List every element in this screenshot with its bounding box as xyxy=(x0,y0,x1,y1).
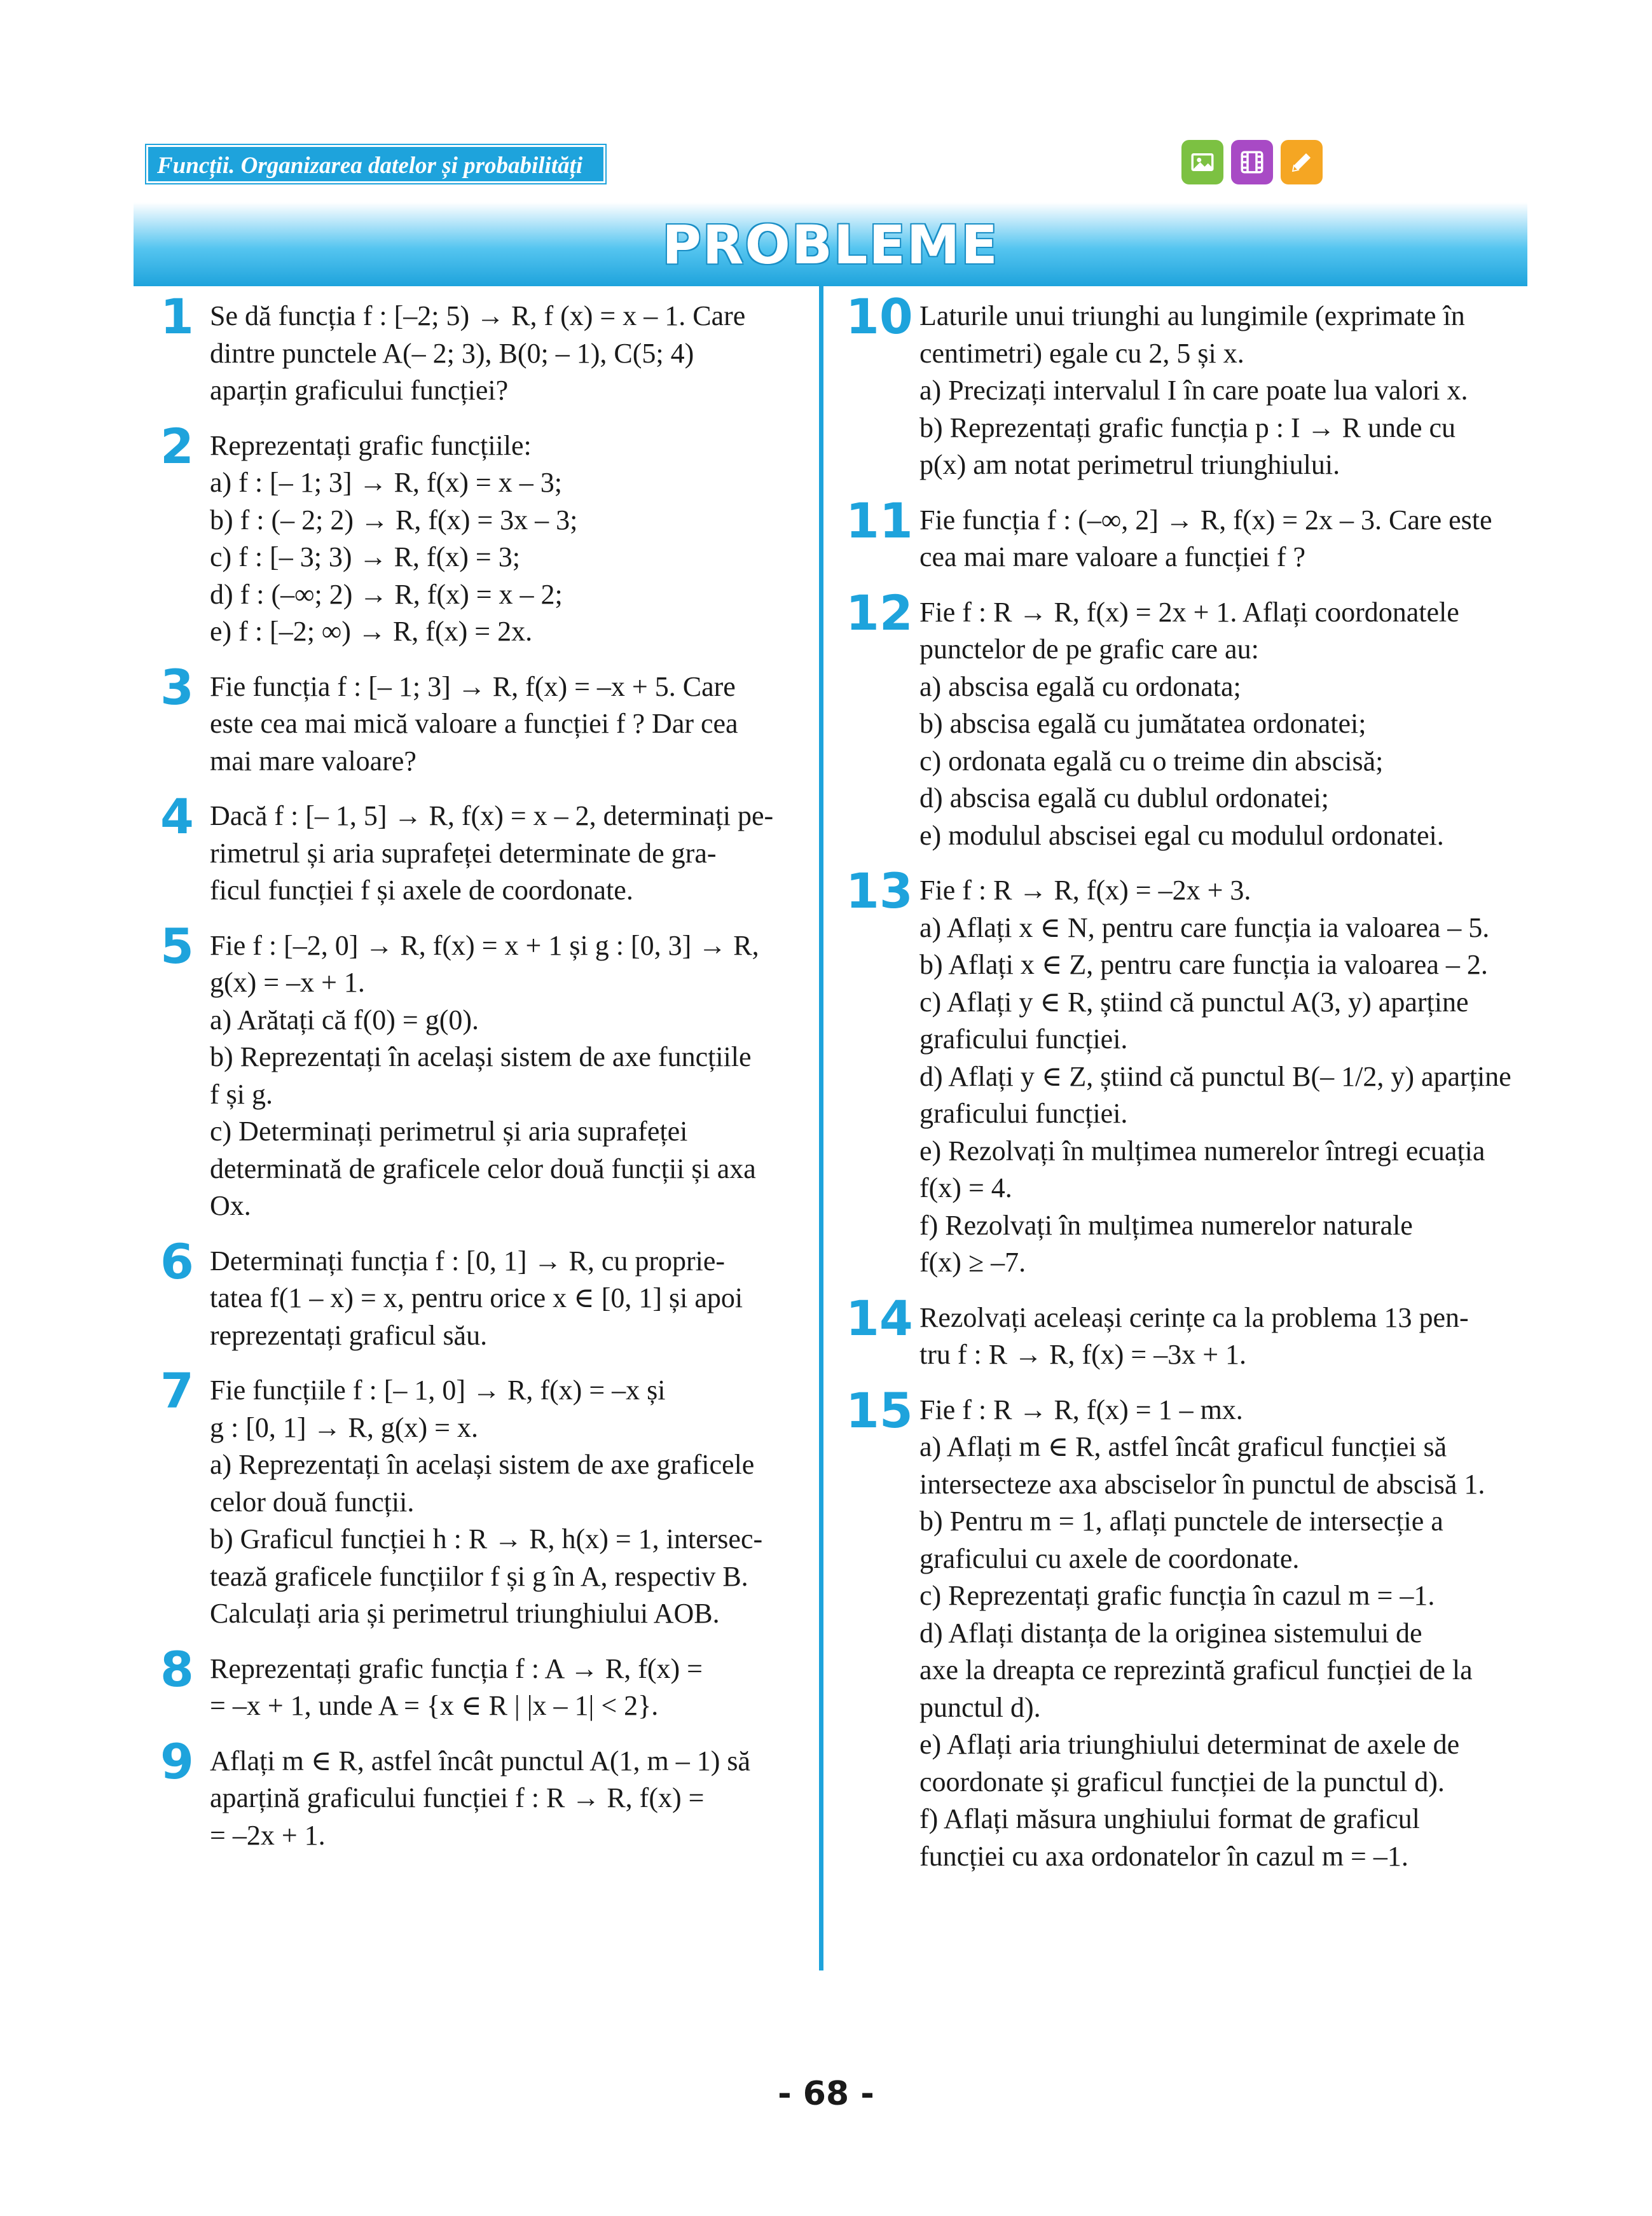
problem-text-line: graficului funcției. xyxy=(919,1023,1128,1055)
problem-number: 6 xyxy=(160,1233,194,1290)
media-icons xyxy=(1181,140,1323,184)
problem-text-line: Fie funcția f : (–∞, 2] → R, f(x) = 2x – 3. Care este xyxy=(919,504,1492,536)
problem-13 xyxy=(846,862,1527,1282)
problem-text-line: aparțină graficului funcției f : R → R, f(x) = xyxy=(210,1782,705,1813)
problem-number: 11 xyxy=(846,492,913,549)
problem-text-line: d) f : (–∞; 2) → R, f(x) = x – 2; xyxy=(210,578,563,610)
problem-text-line: b) Pentru m = 1, aflați punctele de intersecție a xyxy=(919,1506,1443,1537)
left-column xyxy=(160,288,796,1872)
pencil-icon[interactable] xyxy=(1281,140,1323,184)
film-icon[interactable] xyxy=(1231,140,1273,184)
problem-text-line: aparțin graficului funcției? xyxy=(210,375,509,406)
problem-text-line: punctelor de pe grafic care au: xyxy=(919,634,1259,665)
problem-5 xyxy=(160,917,796,1225)
problem-text-line: Dacă f : [– 1, 5] → R, f(x) = x – 2, determinați pe- xyxy=(210,800,774,831)
problem-text-line: c) ordonata egală cu o treime din abscisă; xyxy=(919,745,1384,777)
problem-text-line: Laturile unui triunghi au lungimile (exprimate în xyxy=(919,300,1465,331)
problem-text-line: a) Arătați că f(0) = g(0). xyxy=(210,1004,479,1035)
title-banner xyxy=(134,202,1527,286)
problem-text-line: b) Reprezentați grafic funcția p : I → R unde cu xyxy=(919,412,1456,443)
problem-15 xyxy=(846,1382,1527,1876)
problem-text-line: Fie funcțiile f : [– 1, 0] → R, f(x) = –x și xyxy=(210,1375,666,1406)
problem-number: 2 xyxy=(160,417,194,474)
problem-text-line: f) Aflați măsura unghiului format de graficul xyxy=(919,1803,1420,1834)
problem-text-line: e) Aflați aria triunghiului determinat de axele de xyxy=(919,1729,1460,1760)
chapter-tag: Funcții. Organizarea datelor și probabilități xyxy=(146,145,605,183)
problem-9 xyxy=(160,1733,796,1855)
problem-text-line: d) abscisa egală cu dublul ordonatei; xyxy=(919,782,1329,814)
problem-text-line: Fie f : R → R, f(x) = 1 – mx. xyxy=(919,1394,1243,1425)
problem-text-line: f(x) = 4. xyxy=(919,1172,1012,1203)
problem-text-line: e) Rezolvați în mulțimea numerelor întregi ecuația xyxy=(919,1135,1485,1167)
problem-text-line: a) Aflați m ∈ R, astfel încât graficul funcției să xyxy=(919,1431,1447,1462)
problem-text-line: Se dă funcția f : [–2; 5) → R, f (x) = x – 1. Care xyxy=(210,300,746,331)
problem-text-line: Fie funcția f : [– 1; 3] → R, f(x) = –x + 5. Care xyxy=(210,670,736,702)
problem-number: 4 xyxy=(160,788,194,845)
problem-text-line: Fie f : R → R, f(x) = –2x + 3. xyxy=(919,875,1251,906)
problem-text-line: Ox. xyxy=(210,1190,251,1221)
problem-text-line: a) abscisa egală cu ordonata; xyxy=(919,670,1241,702)
problem-text-line: axe la dreapta ce reprezintă graficul funcției de la xyxy=(919,1654,1473,1686)
problem-text-line: Reprezentați grafic funcția f : A → R, f(x) = xyxy=(210,1652,703,1684)
problem-text-line: e) modulul abscisei egal cu modulul ordonatei. xyxy=(919,819,1444,851)
problem-text-line: c) f : [– 3; 3) → R, f(x) = 3; xyxy=(210,541,520,572)
image-icon[interactable] xyxy=(1181,140,1223,184)
problem-text-line: f(x) ≥ –7. xyxy=(919,1247,1026,1278)
problem-text-line: graficului cu axele de coordonate. xyxy=(919,1542,1300,1574)
problem-11 xyxy=(846,492,1527,576)
problem-text-line: a) f : [– 1; 3] → R, f(x) = x – 3; xyxy=(210,467,562,498)
problem-text-line: Reprezentați grafic funcțiile: xyxy=(210,429,532,461)
problem-text-line: funcției cu axa ordonatelor în cazul m = –1. xyxy=(919,1840,1408,1872)
problem-3 xyxy=(160,658,796,780)
problem-number: 8 xyxy=(160,1640,194,1698)
problem-text-line: p(x) am notat perimetrul triunghiului. xyxy=(919,449,1340,480)
problem-text-line: Aflați m ∈ R, astfel încât punctul A(1, m – 1) să xyxy=(210,1745,751,1776)
problem-text-line: Fie f : R → R, f(x) = 2x + 1. Aflați coordonatele xyxy=(919,596,1459,628)
problem-text-line: d) Aflați y ∈ Z, știind că punctul B(– 1/2, y) aparține xyxy=(919,1060,1511,1092)
problem-12 xyxy=(846,584,1527,855)
problem-text-line: centimetri) egale cu 2, 5 și x. xyxy=(919,337,1244,369)
problem-text-line: = –x + 1, unde A = {x ∈ R | |x – 1| < 2}. xyxy=(210,1690,659,1721)
problem-text-line: ficul funcției f și axele de coordonate. xyxy=(210,875,633,906)
problem-6 xyxy=(160,1233,796,1355)
problem-text-line: g(x) = –x + 1. xyxy=(210,967,365,998)
problem-number: 9 xyxy=(160,1733,194,1790)
problem-text-line: a) Reprezentați în același sistem de axe graficele xyxy=(210,1449,755,1480)
page-number: - 68 - xyxy=(778,2075,874,2113)
problem-text-line: reprezentați graficul său. xyxy=(210,1319,488,1351)
problem-number: 14 xyxy=(846,1289,913,1347)
problem-text-line: e) f : [–2; ∞) → R, f(x) = 2x. xyxy=(210,616,533,647)
problem-text-line: cea mai mare valoare a funcției f ? xyxy=(919,541,1306,572)
problem-text-line: f) Rezolvați în mulțimea numerelor naturale xyxy=(919,1209,1413,1241)
problem-text-line: b) abscisa egală cu jumătatea ordonatei; xyxy=(919,708,1366,739)
problem-text-line: c) Determinați perimetrul și aria suprafeței xyxy=(210,1116,688,1147)
problem-text-line: celor două funcții. xyxy=(210,1486,415,1518)
problem-text-line: determinată de graficele celor două funcții și axa xyxy=(210,1153,756,1184)
problem-text-line: mai mare valoare? xyxy=(210,745,416,777)
problem-text-line: b) Aflați x ∈ Z, pentru care funcția ia valoarea – 2. xyxy=(919,949,1488,980)
problem-number: 12 xyxy=(846,584,913,641)
problem-text-line: tează graficele funcțiilor f și g în A, respectiv B. xyxy=(210,1560,748,1592)
problem-text-line: b) f : (– 2; 2) → R, f(x) = 3x – 3; xyxy=(210,504,578,536)
page-title: PROBLEME xyxy=(662,214,999,276)
problem-number: 3 xyxy=(160,658,194,716)
problem-text-line: coordonate și graficul funcției de la punctul d). xyxy=(919,1766,1445,1797)
problem-number: 15 xyxy=(846,1382,913,1439)
problem-number: 10 xyxy=(846,288,913,345)
problem-text-line: Rezolvați aceleași cerințe ca la problema 13 pen- xyxy=(919,1301,1469,1333)
problem-text-line: tatea f(1 – x) = x, pentru orice x ∈ [0, 1] și apoi xyxy=(210,1282,743,1313)
right-column xyxy=(846,288,1527,1893)
problem-number: 5 xyxy=(160,917,194,974)
problem-text-line: g : [0, 1] → R, g(x) = x. xyxy=(210,1411,478,1443)
problem-text-line: Determinați funcția f : [0, 1] → R, cu proprie- xyxy=(210,1245,726,1277)
problem-2 xyxy=(160,417,796,651)
problem-text-line: b) Graficul funcției h : R → R, h(x) = 1, intersec- xyxy=(210,1523,763,1555)
column-divider xyxy=(819,285,823,1970)
problem-10 xyxy=(846,288,1527,484)
problem-text-line: este cea mai mică valoare a funcției f ? Dar cea xyxy=(210,708,738,739)
problem-number: 1 xyxy=(160,288,194,345)
problem-text-line: b) Reprezentați în același sistem de axe funcțiile xyxy=(210,1041,752,1072)
problem-text-line: d) Aflați distanța de la originea sistemului de xyxy=(919,1617,1422,1649)
problem-text-line: Calculați aria și perimetrul triunghiului AOB. xyxy=(210,1598,720,1629)
problem-text-line: c) Aflați y ∈ R, știind că punctul A(3, y) aparține xyxy=(919,986,1469,1018)
problem-text-line: f și g. xyxy=(210,1078,273,1110)
problem-1 xyxy=(160,288,796,410)
problem-7 xyxy=(160,1362,796,1633)
problem-text-line: tru f : R → R, f(x) = –3x + 1. xyxy=(919,1339,1247,1370)
problem-text-line: Fie f : [–2, 0] → R, f(x) = x + 1 și g : [0, 3] → R, xyxy=(210,929,759,961)
problem-text-line: c) Reprezentați grafic funcția în cazul m = –1. xyxy=(919,1580,1435,1611)
problem-14 xyxy=(846,1289,1527,1374)
problem-text-line: graficului funcției. xyxy=(919,1098,1128,1129)
problem-number: 13 xyxy=(846,862,913,919)
problem-text-line: dintre punctele A(– 2; 3), B(0; – 1), C(5; 4) xyxy=(210,337,694,369)
problem-text-line: rimetrul și aria suprafeței determinate de gra- xyxy=(210,837,717,869)
problem-8 xyxy=(160,1640,796,1725)
problem-text-line: intersecteze axa absciselor în punctul de abscisă 1. xyxy=(919,1468,1485,1500)
problem-text-line: = –2x + 1. xyxy=(210,1819,326,1851)
problem-text-line: punctul d). xyxy=(919,1691,1041,1723)
problem-number: 7 xyxy=(160,1362,194,1419)
problem-4 xyxy=(160,788,796,910)
problem-text-line: a) Aflați x ∈ N, pentru care funcția ia valoarea – 5. xyxy=(919,911,1490,943)
problem-text-line: a) Precizați intervalul I în care poate lua valori x. xyxy=(919,375,1468,406)
